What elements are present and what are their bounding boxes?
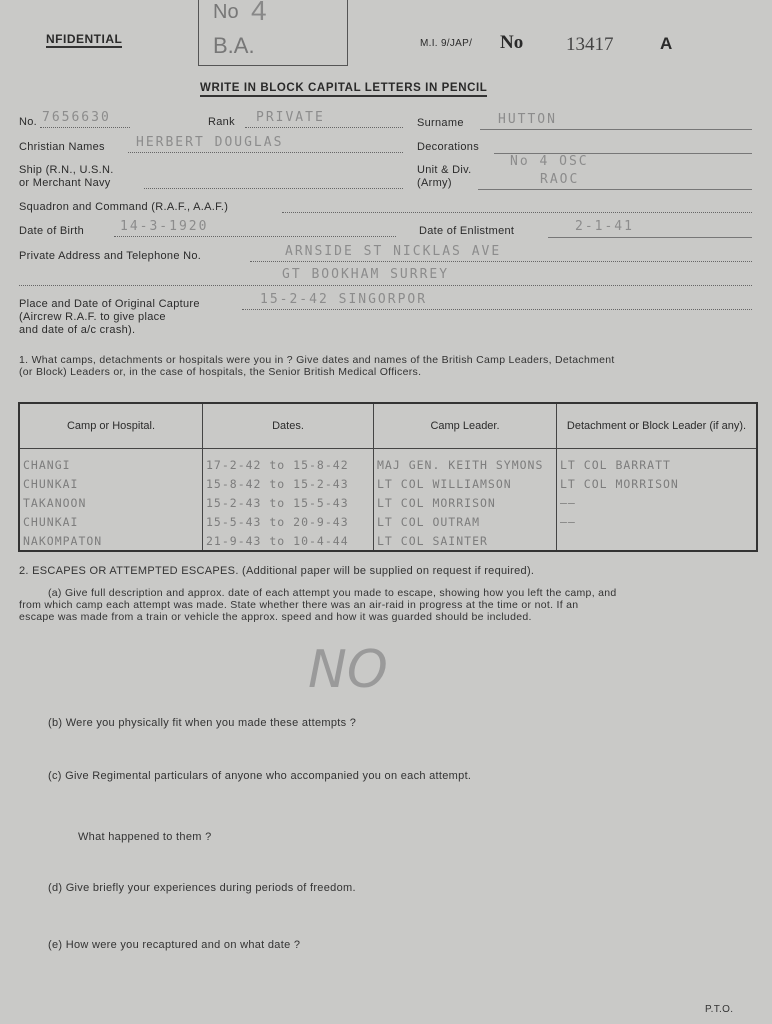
stamp-no: No [213,1,239,23]
no-value[interactable]: 7656630 [42,110,111,125]
section2-a-1: (a) Give full description and approx. date of each attempt you made to escape, showing how you left the camp, and [48,587,617,599]
cell-detachment-leader[interactable]: LT COL MORRISON [557,474,758,493]
capture-line [242,309,752,310]
col-camp-leader: Camp Leader. [374,403,557,449]
cell-dates[interactable]: 15-8-42 to 15-2-43 [203,474,374,493]
rank-value[interactable]: PRIVATE [256,110,325,125]
enlistment-value[interactable]: 2-1-41 [575,219,634,234]
section2-e: (e) How were you recaptured and on what date ? [48,939,301,951]
address-label: Private Address and Telephone No. [19,250,202,262]
enlistment-line [548,237,752,238]
unit-value-1[interactable]: No 4 OSC [510,154,589,169]
surname-label: Surname [417,117,464,129]
squadron-line [282,212,752,213]
confidential-mark: NFIDENTIAL [46,32,123,46]
capture-label-2: (Aircrew R.A.F. to give place [19,311,166,323]
ref-suffix: A [660,34,673,53]
pto: P.T.O. [705,1004,734,1015]
cell-camp-leader[interactable]: MAJ GEN. KEITH SYMONS [374,449,557,475]
cell-detachment-leader[interactable]: —— [557,493,758,512]
section2-c-2: What happened to them ? [78,831,212,843]
cell-detachment-leader[interactable]: LT COL BARRATT [557,449,758,475]
unit-label-1: Unit & Div. [417,164,472,176]
cell-dates[interactable]: 15-5-43 to 20-9-43 [203,512,374,531]
cell-camp-leader[interactable]: LT COL WILLIAMSON [374,474,557,493]
unit-label-2: (Army) [417,177,452,189]
col-camp: Camp or Hospital. [19,403,203,449]
section2-a-2: from which camp each attempt was made. State whether there was an air-raid in progress at the time or not. If an [19,599,579,611]
col-detachment-leader: Detachment or Block Leader (if any). [557,403,758,449]
cell-detachment-leader[interactable]: —— [557,512,758,531]
table-row [19,512,757,531]
cell-camp[interactable]: CHANGI [19,449,203,475]
ship-label-1: Ship (R.N., U.S.N. [19,164,114,176]
cell-camp[interactable]: NAKOMPATON [19,531,203,551]
section1-question-2: (or Block) Leaders or, in the case of hospitals, the Senior British Medical Officers. [19,366,422,378]
unit-value-2[interactable]: RAOC [540,172,580,187]
col-dates: Dates. [203,403,374,449]
ba-stamp-box [198,0,348,66]
surname-value[interactable]: HUTTON [498,112,557,127]
dob-value[interactable]: 14-3-1920 [120,219,209,234]
dob-label: Date of Birth [19,225,85,237]
cell-camp-leader[interactable]: LT COL SAINTER [374,531,557,551]
table-row [19,474,757,493]
instruction-heading: WRITE IN BLOCK CAPITAL LETTERS IN PENCIL [200,82,487,97]
rank-line [245,127,403,128]
christian-names-value[interactable]: HERBERT DOUGLAS [136,135,284,150]
capture-label-1: Place and Date of Original Capture [19,298,200,310]
ref-number: 13417 [566,34,614,55]
answer-a[interactable]: NO [308,640,388,700]
cell-detachment-leader[interactable] [557,531,758,551]
christian-names-line [128,152,403,153]
no-label: No. [19,116,38,128]
camps-table [18,402,758,552]
dob-line [114,236,396,237]
address-value-1[interactable]: ARNSIDE ST NICKLAS AVE [285,244,502,259]
address-line-1 [250,261,752,262]
cell-dates[interactable]: 17-2-42 to 15-8-42 [203,449,374,475]
capture-label-3: and date of a/c crash). [19,324,136,336]
section2-c: (c) Give Regimental particulars of anyone who accompanied you on each attempt. [48,770,472,782]
section2-b: (b) Were you physically fit when you made these attempts ? [48,717,357,729]
address-line-2 [19,285,752,286]
enlistment-label: Date of Enlistment [419,225,515,237]
cell-camp[interactable]: CHUNKAI [19,512,203,531]
unit-line [478,189,752,190]
christian-names-label: Christian Names [19,141,105,153]
surname-line [480,129,752,130]
section2-a-3: escape was made from a train or vehicle the approx. speed and how it was guarded should be included. [19,611,532,623]
section2-title: 2. ESCAPES OR ATTEMPTED ESCAPES. (Additional paper will be supplied on request if required). [19,565,535,577]
decorations-label: Decorations [417,141,479,153]
address-value-2[interactable]: GT BOOKHAM SURREY [282,267,450,282]
ref-prefix: M.I. 9/JAP/ [420,38,473,49]
section2-d: (d) Give briefly your experiences during periods of freedom. [48,882,356,894]
capture-value[interactable]: 15-2-42 SINGORPOR [260,292,428,307]
rank-label: Rank [208,116,235,128]
cell-camp[interactable]: CHUNKAI [19,474,203,493]
cell-camp[interactable]: TAKANOON [19,493,203,512]
cell-camp-leader[interactable]: LT COL OUTRAM [374,512,557,531]
table-row [19,449,757,475]
table-row [19,531,757,551]
stamp-ba: B.A. [213,33,255,58]
cell-camp-leader[interactable]: LT COL MORRISON [374,493,557,512]
ship-label-2: or Merchant Navy [19,177,111,189]
stamp-no-value: 4 [251,0,267,26]
table-row [19,493,757,512]
section1-question: 1. What camps, detachments or hospitals were you in ? Give dates and names of the British Camp Leaders, Detachment [19,354,615,366]
ship-line [144,188,403,189]
no-line [40,127,130,128]
cell-dates[interactable]: 21-9-43 to 10-4-44 [203,531,374,551]
cell-dates[interactable]: 15-2-43 to 15-5-43 [203,493,374,512]
ref-no-label: No [500,32,524,53]
squadron-label: Squadron and Command (R.A.F., A.A.F.) [19,201,229,213]
